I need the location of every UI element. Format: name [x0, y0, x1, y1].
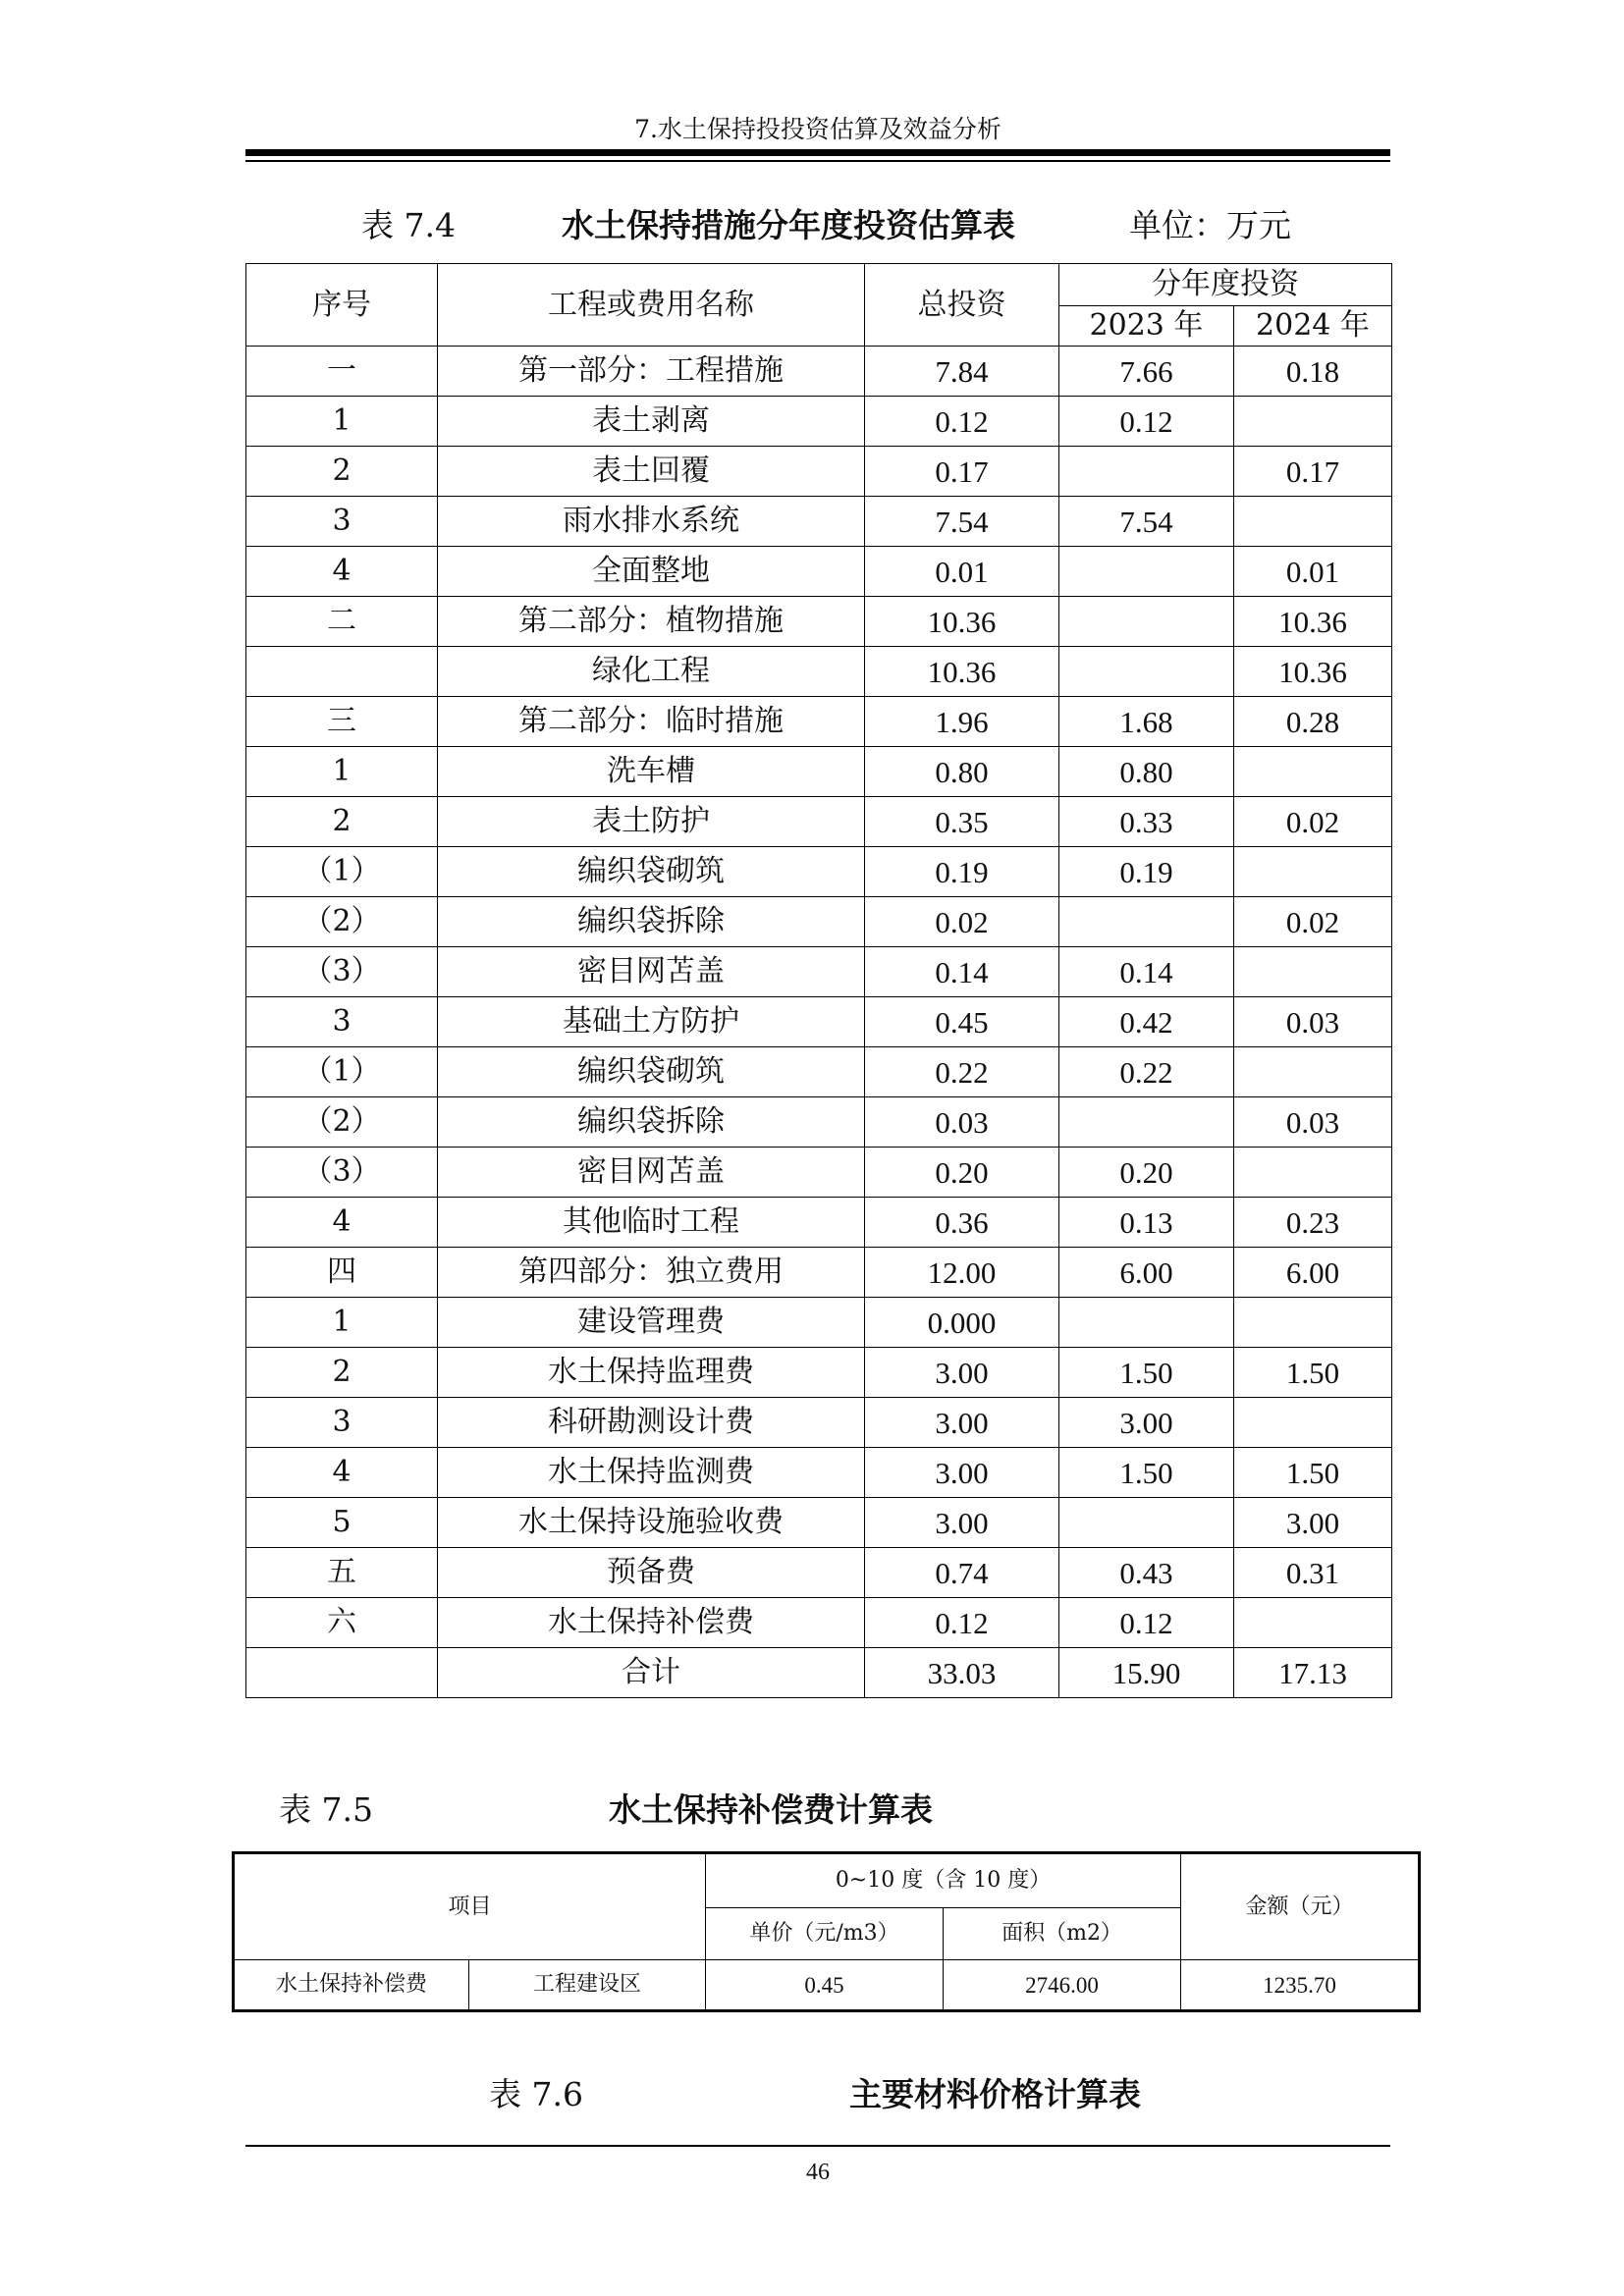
cell-name: 编织袋拆除 — [438, 897, 865, 947]
header-area: 面积（m2） — [944, 1908, 1181, 1960]
cell-seq: 2 — [246, 447, 438, 497]
table-row — [246, 1648, 1392, 1698]
table-7-5-caption — [245, 1785, 1394, 1829]
cell-seq: 3 — [246, 1398, 438, 1448]
cell-year-2023: 6.00 — [1059, 1248, 1234, 1298]
cell-year-2024: 1.50 — [1234, 1348, 1392, 1398]
table-row — [246, 997, 1392, 1047]
cell-total: 3.00 — [865, 1448, 1059, 1498]
cell-total: 0.03 — [865, 1097, 1059, 1148]
cell-seq: 六 — [246, 1598, 438, 1648]
cell-year-2024: 6.00 — [1234, 1248, 1392, 1298]
table-row — [246, 447, 1392, 497]
cell-year-2024: 0.02 — [1234, 797, 1392, 847]
cell-year-2024 — [1234, 1047, 1392, 1097]
header-rule — [245, 149, 1390, 156]
cell-year-2023: 0.13 — [1059, 1198, 1234, 1248]
cell-name: 编织袋拆除 — [438, 1097, 865, 1148]
cell-seq: 二 — [246, 597, 438, 647]
cell-year-2023: 7.66 — [1059, 347, 1234, 397]
cell-year-2024 — [1234, 1298, 1392, 1348]
cell-total: 3.00 — [865, 1398, 1059, 1448]
table-row — [246, 1348, 1392, 1398]
table-7-6-title: 主要材料价格计算表 — [849, 2075, 1141, 2113]
cell-year-2023 — [1059, 1498, 1234, 1548]
cell-year-2024 — [1234, 847, 1392, 897]
cell-year-2023: 0.33 — [1059, 797, 1234, 847]
cell-seq: 1 — [246, 1298, 438, 1348]
table-row — [246, 647, 1392, 697]
table-7-6-caption — [245, 2069, 1394, 2113]
cell-year-2023: 0.12 — [1059, 397, 1234, 447]
table-7-4-unit: 单位：万元 — [1129, 206, 1291, 244]
cell-seq: 1 — [246, 397, 438, 447]
cell-name: 编织袋砌筑 — [438, 847, 865, 897]
cell-total: 0.45 — [865, 997, 1059, 1047]
cell-total: 0.000 — [865, 1298, 1059, 1348]
cell-year-2023 — [1059, 897, 1234, 947]
cell-seq: 3 — [246, 497, 438, 547]
cell-year-2023: 0.80 — [1059, 747, 1234, 797]
cell-total: 0.14 — [865, 947, 1059, 997]
table-7-6-number: 表 7.6 — [489, 2075, 583, 2113]
header-year-2024: 2024 年 — [1234, 306, 1392, 347]
cell-name: 水土保持补偿费 — [438, 1598, 865, 1648]
cell-seq: 四 — [246, 1248, 438, 1298]
cell-name: 全面整地 — [438, 547, 865, 597]
header-year-2023: 2023 年 — [1059, 306, 1234, 347]
table-row — [246, 1398, 1392, 1448]
header-item: 项目 — [234, 1853, 706, 1960]
cell-name: 绿化工程 — [438, 647, 865, 697]
cell-name: 雨水排水系统 — [438, 497, 865, 547]
table-row — [246, 597, 1392, 647]
cell-year-2023 — [1059, 1298, 1234, 1348]
table-row — [246, 747, 1392, 797]
cell-name: 建设管理费 — [438, 1298, 865, 1348]
cell-seq: 五 — [246, 1548, 438, 1598]
cell-total: 1.96 — [865, 697, 1059, 747]
cell-total: 0.74 — [865, 1548, 1059, 1598]
cell-year-2024: 0.01 — [1234, 547, 1392, 597]
cell-year-2024 — [1234, 497, 1392, 547]
cell-year-2024: 10.36 — [1234, 597, 1392, 647]
cell-year-2023: 7.54 — [1059, 497, 1234, 547]
cell-seq: 3 — [246, 997, 438, 1047]
cell-seq: 一 — [246, 347, 438, 397]
table-row — [246, 547, 1392, 597]
compensation-fee-table — [232, 1851, 1421, 2012]
cell-seq: （2） — [246, 1097, 438, 1148]
cell-name: 第一部分：工程措施 — [438, 347, 865, 397]
cell-name: 基础土方防护 — [438, 997, 865, 1047]
cell-total: 3.00 — [865, 1498, 1059, 1548]
cell-year-2023: 3.00 — [1059, 1398, 1234, 1448]
header-unit-price: 单价（元/m3） — [706, 1908, 944, 1960]
cell-year-2024: 3.00 — [1234, 1498, 1392, 1548]
cell-total: 0.02 — [865, 897, 1059, 947]
cell-area: 2746.00 — [944, 1960, 1181, 2011]
table-body — [246, 347, 1392, 1698]
cell-year-2023 — [1059, 447, 1234, 497]
cell-year-2024: 17.13 — [1234, 1648, 1392, 1698]
cell-total: 0.80 — [865, 747, 1059, 797]
investment-by-year-table — [245, 263, 1392, 1698]
cell-year-2023: 0.42 — [1059, 997, 1234, 1047]
cell-total: 7.84 — [865, 347, 1059, 397]
cell-year-2024: 0.23 — [1234, 1198, 1392, 1248]
cell-year-2024 — [1234, 947, 1392, 997]
cell-year-2023 — [1059, 547, 1234, 597]
footer-rule — [245, 2145, 1390, 2147]
cell-name: 第四部分：独立费用 — [438, 1248, 865, 1298]
cell-total: 0.36 — [865, 1198, 1059, 1248]
cell-year-2023: 0.20 — [1059, 1148, 1234, 1198]
cell-amount: 1235.70 — [1181, 1960, 1420, 2011]
table-row — [246, 797, 1392, 847]
cell-name: 水土保持设施验收费 — [438, 1498, 865, 1548]
table-7-4-title: 水土保持措施分年度投资估算表 — [562, 206, 1015, 244]
table-7-4-number: 表 7.4 — [361, 206, 456, 244]
cell-name: 洗车槽 — [438, 747, 865, 797]
cell-year-2023: 1.50 — [1059, 1348, 1234, 1398]
table-row — [246, 697, 1392, 747]
header-total: 总投资 — [865, 264, 1059, 347]
cell-year-2023: 0.12 — [1059, 1598, 1234, 1648]
table-row — [246, 1498, 1392, 1548]
cell-year-2024: 0.31 — [1234, 1548, 1392, 1598]
cell-name: 密目网苫盖 — [438, 1148, 865, 1198]
cell-name: 第二部分：临时措施 — [438, 697, 865, 747]
cell-name: 水土保持监理费 — [438, 1348, 865, 1398]
cell-year-2023 — [1059, 647, 1234, 697]
cell-total: 3.00 — [865, 1348, 1059, 1398]
cell-year-2024: 0.18 — [1234, 347, 1392, 397]
cell-total: 10.36 — [865, 597, 1059, 647]
table-row — [246, 847, 1392, 897]
table-7-4-caption — [245, 200, 1394, 244]
cell-total: 33.03 — [865, 1648, 1059, 1698]
cell-year-2024: 0.03 — [1234, 997, 1392, 1047]
cell-unit-price: 0.45 — [706, 1960, 944, 2011]
header-rule-thin — [245, 160, 1390, 162]
cell-total: 0.12 — [865, 1598, 1059, 1648]
table-row — [246, 1248, 1392, 1298]
cell-name: 表土防护 — [438, 797, 865, 847]
cell-year-2024: 0.03 — [1234, 1097, 1392, 1148]
cell-seq — [246, 647, 438, 697]
cell-year-2024 — [1234, 1148, 1392, 1198]
cell-seq: 5 — [246, 1498, 438, 1548]
cell-name: 密目网苫盖 — [438, 947, 865, 997]
cell-year-2024: 10.36 — [1234, 647, 1392, 697]
cell-year-2023 — [1059, 1097, 1234, 1148]
cell-total: 12.00 — [865, 1248, 1059, 1298]
table-7-5-number: 表 7.5 — [279, 1790, 373, 1829]
cell-seq: （2） — [246, 897, 438, 947]
cell-year-2023: 15.90 — [1059, 1648, 1234, 1698]
cell-year-2023: 0.19 — [1059, 847, 1234, 897]
table-row — [246, 1448, 1392, 1498]
table-row — [246, 1198, 1392, 1248]
table-row — [246, 1047, 1392, 1097]
cell-year-2024 — [1234, 397, 1392, 447]
table-7-5-title: 水土保持补偿费计算表 — [609, 1790, 933, 1829]
cell-seq: 三 — [246, 697, 438, 747]
cell-year-2023: 1.50 — [1059, 1448, 1234, 1498]
header-amount: 金额（元） — [1181, 1853, 1420, 1960]
cell-total: 0.22 — [865, 1047, 1059, 1097]
header-slope: 0~10 度（含 10 度） — [706, 1853, 1181, 1908]
cell-year-2024 — [1234, 747, 1392, 797]
cell-name: 水土保持监测费 — [438, 1448, 865, 1498]
cell-year-2024: 1.50 — [1234, 1448, 1392, 1498]
cell-total: 0.12 — [865, 397, 1059, 447]
cell-name: 预备费 — [438, 1548, 865, 1598]
table-row — [246, 1598, 1392, 1648]
cell-year-2024: 0.02 — [1234, 897, 1392, 947]
cell-seq: （1） — [246, 1047, 438, 1097]
cell-seq: 2 — [246, 797, 438, 847]
table-row — [246, 497, 1392, 547]
table-row — [246, 397, 1392, 447]
cell-total: 0.17 — [865, 447, 1059, 497]
cell-name: 其他临时工程 — [438, 1198, 865, 1248]
cell-seq: 4 — [246, 1448, 438, 1498]
table-row — [246, 1298, 1392, 1348]
table-row — [246, 897, 1392, 947]
cell-total: 0.19 — [865, 847, 1059, 897]
cell-seq: （1） — [246, 847, 438, 897]
cell-total: 0.01 — [865, 547, 1059, 597]
cell-total: 10.36 — [865, 647, 1059, 697]
cell-year-2023 — [1059, 597, 1234, 647]
header-by-year: 分年度投资 — [1059, 264, 1392, 306]
cell-total: 0.20 — [865, 1148, 1059, 1198]
cell-seq: （3） — [246, 947, 438, 997]
cell-name: 表土回覆 — [438, 447, 865, 497]
header-name: 工程或费用名称 — [438, 264, 865, 347]
cell-name: 编织袋砌筑 — [438, 1047, 865, 1097]
header-seq: 序号 — [246, 264, 438, 347]
cell-year-2024 — [1234, 1598, 1392, 1648]
cell-seq: （3） — [246, 1148, 438, 1198]
cell-name: 合计 — [438, 1648, 865, 1698]
cell-name: 表土剥离 — [438, 397, 865, 447]
page-number: 46 — [806, 2160, 830, 2185]
cell-seq: 2 — [246, 1348, 438, 1398]
cell-total: 0.35 — [865, 797, 1059, 847]
cell-year-2024: 0.28 — [1234, 697, 1392, 747]
table-row — [246, 947, 1392, 997]
cell-seq: 4 — [246, 1198, 438, 1248]
cell-item: 水土保持补偿费 — [234, 1960, 469, 2011]
cell-name: 第二部分：植物措施 — [438, 597, 865, 647]
cell-year-2024 — [1234, 1398, 1392, 1448]
table-row — [246, 1548, 1392, 1598]
cell-year-2024: 0.17 — [1234, 447, 1392, 497]
table-row — [246, 1097, 1392, 1148]
table-row — [246, 1148, 1392, 1198]
cell-year-2023: 0.43 — [1059, 1548, 1234, 1598]
cell-seq: 4 — [246, 547, 438, 597]
cell-year-2023: 0.14 — [1059, 947, 1234, 997]
cell-seq — [246, 1648, 438, 1698]
running-header: 7.水土保持投投资估算及效益分析 — [634, 115, 1001, 143]
cell-name: 科研勘测设计费 — [438, 1398, 865, 1448]
table-row — [234, 1960, 1420, 2011]
cell-year-2023: 0.22 — [1059, 1047, 1234, 1097]
table-row — [246, 347, 1392, 397]
cell-year-2023: 1.68 — [1059, 697, 1234, 747]
cell-total: 7.54 — [865, 497, 1059, 547]
cell-zone: 工程建设区 — [469, 1960, 706, 2011]
cell-seq: 1 — [246, 747, 438, 797]
